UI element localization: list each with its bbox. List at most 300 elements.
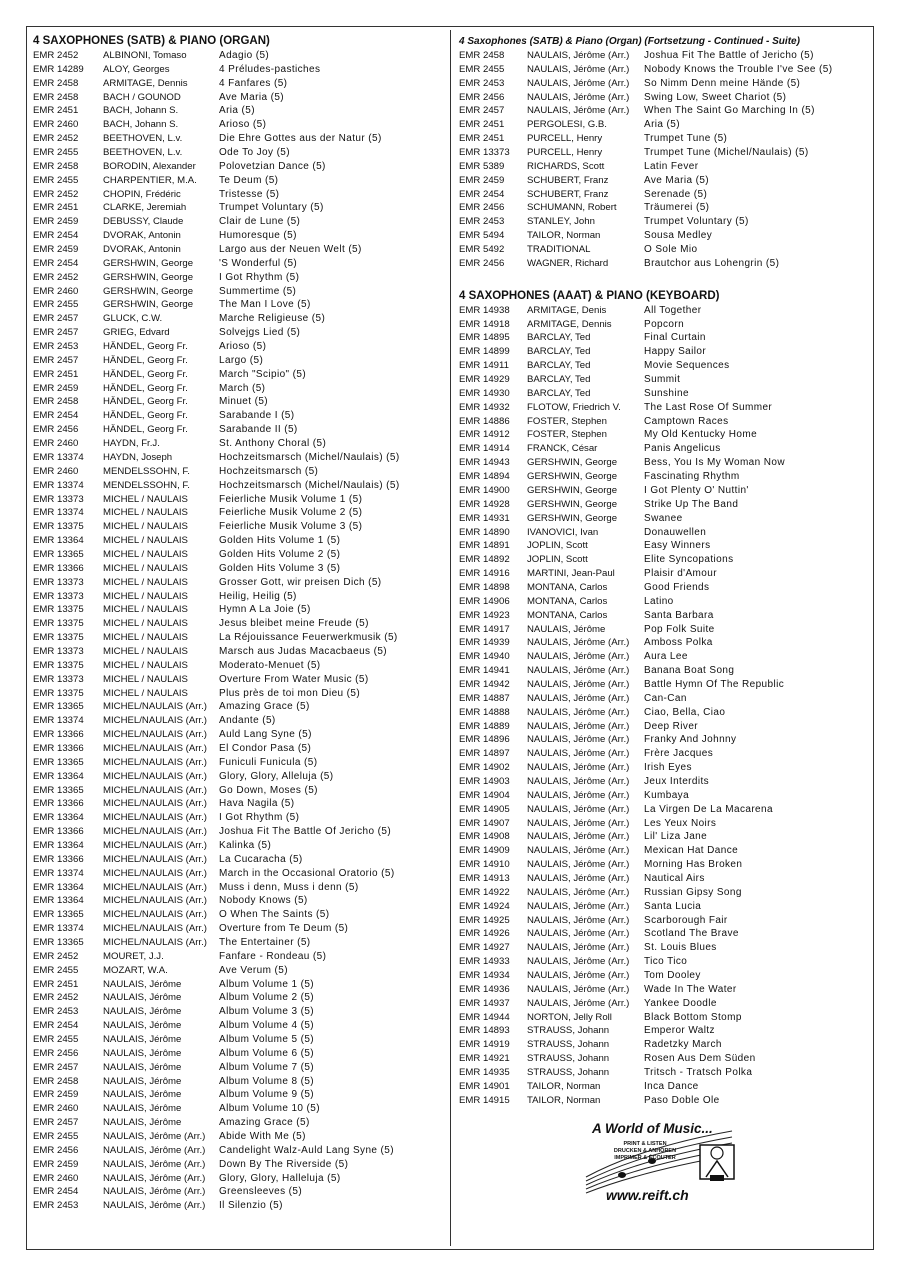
- composer: IVANOVICI, Ivan: [527, 526, 599, 538]
- catalog-number: EMR 2459: [33, 1089, 79, 1101]
- piece-title: Tom Dooley: [644, 970, 701, 981]
- catalog-number: EMR 2452: [33, 133, 79, 145]
- list-item: [459, 650, 869, 664]
- catalog-number: EMR 14923: [459, 609, 510, 621]
- catalog-number: EMR 13366: [33, 798, 84, 810]
- composer: NAULAIS, Jérôme: [103, 1117, 182, 1129]
- piece-title: El Condor Pasa (5): [219, 742, 312, 754]
- piece-title: Hochzeitsmarsch (Michel/Naulais) (5): [219, 451, 400, 463]
- piece-title: Trumpet Tune (Michel/Naulais) (5): [644, 147, 809, 159]
- composer: NAULAIS, Jérôme (Arr.): [527, 914, 630, 926]
- composer: MICHEL / NAULAIS: [103, 590, 188, 602]
- catalog-number: EMR 2455: [33, 1034, 79, 1046]
- catalog-number: EMR 13373: [33, 493, 84, 505]
- piece-title: Ave Maria (5): [644, 174, 710, 186]
- list-item: [459, 636, 869, 650]
- piece-title: The Man I Love (5): [219, 299, 311, 311]
- catalog-number: EMR 14926: [459, 928, 510, 940]
- composer: NAULAIS, Jérôme: [103, 992, 182, 1004]
- composer: MICHEL / NAULAIS: [103, 687, 188, 699]
- composer: MOURET, J.J.: [103, 950, 164, 962]
- composer: MICHEL / NAULAIS: [103, 659, 188, 671]
- catalog-number: EMR 13375: [33, 632, 84, 644]
- list-item: [33, 104, 445, 118]
- piece-title: Ciao, Bella, Ciao: [644, 706, 726, 718]
- composer: MICHEL/NAULAIS (Arr.): [103, 895, 207, 907]
- right-column: [459, 34, 869, 1108]
- catalog-number: EMR 2458: [33, 77, 79, 89]
- composer: GERSHWIN, George: [527, 457, 618, 469]
- piece-title: Abide With Me (5): [219, 1131, 306, 1143]
- composer: GRIEG, Edvard: [103, 327, 170, 339]
- list-item: [33, 728, 445, 742]
- list-item: [459, 1066, 869, 1080]
- composer: GERSHWIN, George: [527, 512, 618, 524]
- catalog-number: EMR 2457: [33, 313, 79, 325]
- piece-title: 4 Fanfares (5): [219, 77, 288, 89]
- composer: MICHEL / NAULAIS: [103, 645, 188, 657]
- piece-title: La Virgen De La Macarena: [644, 803, 773, 815]
- composer: MICHEL / NAULAIS: [103, 562, 188, 574]
- piece-title: Popcorn: [644, 318, 685, 330]
- catalog-number: EMR 2459: [33, 382, 79, 394]
- list-item: [33, 215, 445, 229]
- catalog-number: EMR 14897: [459, 748, 510, 760]
- composer: ARMITAGE, Denis: [527, 304, 607, 316]
- list-item: [459, 927, 869, 941]
- list-item: [459, 678, 869, 692]
- catalog-number: EMR 14914: [459, 443, 510, 455]
- list-item: [459, 567, 869, 581]
- list-item: [459, 1024, 869, 1038]
- composer: HAYDN, Fr.J.: [103, 438, 160, 450]
- composer: NAULAIS, Jérôme: [103, 1034, 182, 1046]
- list-item: [33, 673, 445, 687]
- piece-title: Panis Angelicus: [644, 443, 721, 455]
- composer: GERSHWIN, George: [527, 498, 618, 510]
- composer: PURCELL, Henry: [527, 133, 603, 145]
- piece-title: Morning Has Broken: [644, 859, 743, 871]
- catalog-number: EMR 2456: [33, 424, 79, 436]
- composer: NAULAIS, Jérôme (Arr.): [527, 665, 630, 677]
- list-item: [459, 595, 869, 609]
- composer: NAULAIS, Jérôme (Arr.): [527, 706, 630, 718]
- piece-title: Summertime (5): [219, 285, 297, 297]
- composer: MICHEL / NAULAIS: [103, 604, 188, 616]
- list-item: [33, 354, 445, 368]
- composer: MICHEL/NAULAIS (Arr.): [103, 701, 207, 713]
- composer: ALOY, Georges: [103, 63, 170, 75]
- catalog-number: EMR 14900: [459, 484, 510, 496]
- list-item: [459, 229, 869, 243]
- catalog-number: EMR 14936: [459, 983, 510, 995]
- list-item: [33, 340, 445, 354]
- composer: NAULAIS, Jérôme: [103, 1047, 182, 1059]
- list-item: [459, 456, 869, 470]
- catalog-number: EMR 2451: [459, 119, 505, 131]
- catalog-number: EMR 2457: [459, 105, 505, 117]
- composer: HÄNDEL, Georg Fr.: [103, 341, 188, 353]
- list-item: [33, 1047, 445, 1061]
- catalog-number: EMR 14901: [459, 1080, 510, 1092]
- catalog-number: EMR 14943: [459, 457, 510, 469]
- composer: MOZART, W.A.: [103, 964, 168, 976]
- list-item: [459, 955, 869, 969]
- piece-title: 'S Wonderful (5): [219, 257, 298, 269]
- piece-title: Trumpet Voluntary (5): [644, 216, 749, 228]
- logo-line-3: IMPRIMER & ÉCOUTER: [614, 1155, 676, 1161]
- piece-title: Aria (5): [644, 119, 680, 131]
- catalog-number: EMR 14932: [459, 401, 510, 413]
- list-item: [33, 964, 445, 978]
- composer: NAULAIS, Jérôme (Arr.): [103, 1144, 206, 1156]
- piece-title: When The Saint Go Marching In (5): [644, 105, 815, 117]
- catalog-number: EMR 13374: [33, 507, 84, 519]
- list-item: [33, 298, 445, 312]
- composer: HÄNDEL, Georg Fr.: [103, 424, 188, 436]
- list-item: [33, 756, 445, 770]
- composer: CLARKE, Jeremiah: [103, 202, 187, 214]
- composer: BEETHOVEN, L.v.: [103, 147, 183, 159]
- list-item: [459, 63, 869, 77]
- list-item: [459, 886, 869, 900]
- catalog-number: EMR 13364: [33, 839, 84, 851]
- list-item: [33, 908, 445, 922]
- piece-title: Humoresque (5): [219, 230, 297, 242]
- piece-title: Strike Up The Band: [644, 498, 739, 510]
- catalog-number: EMR 14941: [459, 665, 510, 677]
- piece-title: Swanee: [644, 512, 683, 524]
- composer: MICHEL/NAULAIS (Arr.): [103, 812, 207, 824]
- piece-title: Aura Lee: [644, 651, 688, 663]
- list-item: [33, 520, 445, 534]
- composer: NAULAIS, Jérôme (Arr.): [527, 678, 630, 690]
- catalog-number: EMR 2451: [33, 368, 79, 380]
- list-item: [33, 1061, 445, 1075]
- composer: MICHEL/NAULAIS (Arr.): [103, 798, 207, 810]
- composer: NAULAIS, Jérôme (Arr.): [103, 1131, 206, 1143]
- catalog-number: EMR 14931: [459, 512, 510, 524]
- piece-title: Album Volume 1 (5): [219, 978, 315, 990]
- composer: CHARPENTIER, M.A.: [103, 174, 197, 186]
- catalog-number: EMR 2453: [33, 1006, 79, 1018]
- piece-title: Polovetzian Dance (5): [219, 160, 326, 172]
- catalog-number: EMR 2456: [33, 1047, 79, 1059]
- list-item: [33, 493, 445, 507]
- logo-line-2: DRUCKEN & ANHÖREN: [613, 1148, 677, 1154]
- piece-title: Auld Lang Syne (5): [219, 729, 312, 741]
- list-item: [459, 442, 869, 456]
- composer: NAULAIS, Jérôme (Arr.): [527, 50, 630, 61]
- composer: BARCLAY, Ted: [527, 346, 591, 358]
- catalog-number: EMR 14908: [459, 831, 510, 843]
- piece-title: Mexican Hat Dance: [644, 845, 739, 857]
- list-item: [33, 368, 445, 382]
- composer: NAULAIS, Jérôme (Arr.): [527, 872, 630, 884]
- piece-title: Plaisir d'Amour: [644, 568, 717, 580]
- composer: NAULAIS, Jérôme (Arr.): [527, 831, 630, 843]
- list-item: [459, 304, 869, 318]
- composer: NAULAIS, Jérôme: [103, 1020, 182, 1032]
- composer: NAULAIS, Jérôme (Arr.): [527, 845, 630, 857]
- composer: GLUCK, C.W.: [103, 313, 163, 325]
- catalog-number: EMR 14903: [459, 775, 510, 787]
- list-item: [33, 603, 445, 617]
- catalog-number: EMR 2453: [33, 1200, 79, 1212]
- composer: ALBINONI, Tomaso: [103, 50, 187, 61]
- catalog-number: EMR 2456: [459, 202, 505, 214]
- catalog-number: EMR 14942: [459, 678, 510, 690]
- list-item: [459, 775, 869, 789]
- list-item: [33, 326, 445, 340]
- logo-title: A World of Music...: [592, 1121, 713, 1136]
- list-item: [33, 742, 445, 756]
- composer: TAILOR, Norman: [527, 1080, 601, 1092]
- piece-title: Camptown Races: [644, 415, 729, 427]
- list-item: [459, 257, 869, 271]
- composer: NAULAIS, Jérôme (Arr.): [527, 900, 630, 912]
- catalog-number: EMR 2453: [459, 77, 505, 89]
- composer: HÄNDEL, Georg Fr.: [103, 382, 188, 394]
- list-item: [33, 91, 445, 105]
- piece-title: St. Anthony Choral (5): [219, 438, 327, 450]
- composer: NAULAIS, Jérôme (Arr.): [527, 970, 630, 981]
- list-item: [33, 132, 445, 146]
- piece-title: March in the Occasional Oratorio (5): [219, 867, 395, 879]
- catalog-number: EMR 2455: [459, 63, 505, 75]
- list-item: [33, 1172, 445, 1186]
- composer: MICHEL/NAULAIS (Arr.): [103, 923, 207, 935]
- list-item: [33, 118, 445, 132]
- composer: PERGOLESI, G.B.: [527, 119, 607, 131]
- composer: TAILOR, Norman: [527, 230, 601, 242]
- piece-title: Hymn A La Joie (5): [219, 604, 311, 616]
- composer: NAULAIS, Jérôme (Arr.): [527, 63, 630, 75]
- composer: BORODIN, Alexander: [103, 160, 196, 172]
- composer: NAULAIS, Jérôme (Arr.): [527, 91, 630, 103]
- piece-title: Santa Lucia: [644, 900, 702, 912]
- piece-title: Feierliche Musik Volume 2 (5): [219, 507, 363, 519]
- piece-title: Hochzeitsmarsch (5): [219, 465, 319, 477]
- piece-title: Golden Hits Volume 3 (5): [219, 562, 341, 574]
- list-item: [33, 853, 445, 867]
- piece-title: Ave Verum (5): [219, 964, 288, 976]
- list-item: [33, 146, 445, 160]
- catalog-number: EMR 14892: [459, 554, 510, 566]
- list-item: [33, 562, 445, 576]
- piece-title: Aria (5): [219, 105, 255, 117]
- list-item: [33, 590, 445, 604]
- catalog-number: EMR 2452: [33, 992, 79, 1004]
- logo-url: www.reift.ch: [606, 1187, 689, 1203]
- list-item: [459, 215, 869, 229]
- list-item: [33, 922, 445, 936]
- catalog-number: EMR 14898: [459, 581, 510, 593]
- catalog-number: EMR 13374: [33, 451, 84, 463]
- catalog-number: EMR 13375: [33, 659, 84, 671]
- piece-title: Russian Gipsy Song: [644, 886, 742, 898]
- list-item: [459, 243, 869, 257]
- list-item: [33, 49, 445, 63]
- piece-title: Golden Hits Volume 1 (5): [219, 535, 341, 547]
- composer: NAULAIS, Jérôme (Arr.): [527, 692, 630, 704]
- catalog-number: EMR 13365: [33, 548, 84, 560]
- list-item: [459, 512, 869, 526]
- composer: BACH, Johann S.: [103, 105, 179, 117]
- catalog-number: EMR 2457: [33, 327, 79, 339]
- catalog-number: EMR 2458: [33, 160, 79, 172]
- composer: NAULAIS, Jérôme (Arr.): [527, 817, 630, 829]
- catalog-number: EMR 14891: [459, 540, 510, 552]
- piece-title: Emperor Waltz: [644, 1025, 715, 1037]
- list-item: [459, 664, 869, 678]
- piece-title: Amazing Grace (5): [219, 701, 310, 713]
- catalog-number: EMR 14915: [459, 1094, 510, 1106]
- composer: MARTINI, Jean-Paul: [527, 568, 615, 580]
- catalog-number: EMR 14944: [459, 1011, 510, 1023]
- composer: DVORAK, Antonin: [103, 230, 181, 242]
- list-item: [33, 229, 445, 243]
- catalog-number: EMR 14929: [459, 374, 510, 386]
- composer: MONTANA, Carlos: [527, 595, 608, 607]
- composer: MICHEL/NAULAIS (Arr.): [103, 715, 207, 727]
- piece-title: Wade In The Water: [644, 983, 737, 995]
- piece-title: The Entertainer (5): [219, 937, 311, 948]
- piece-title: Marche Religieuse (5): [219, 313, 326, 325]
- catalog-number: EMR 2459: [33, 216, 79, 228]
- catalog-number: EMR 2454: [33, 257, 79, 269]
- list-item: [33, 687, 445, 701]
- composer: NAULAIS, Jérôme: [527, 623, 606, 635]
- list-item: [33, 271, 445, 285]
- piece-title: Franky And Johnny: [644, 734, 737, 746]
- composer: BEETHOVEN, L.v.: [103, 133, 183, 145]
- list-item: [459, 720, 869, 734]
- list-item: [33, 1005, 445, 1019]
- catalog-number: EMR 14902: [459, 762, 510, 774]
- list-item: [33, 437, 445, 451]
- composer: BARCLAY, Ted: [527, 332, 591, 344]
- composer: NAULAIS, Jérôme (Arr.): [527, 859, 630, 871]
- catalog-number: EMR 14899: [459, 346, 510, 358]
- piece-title: Glory, Glory, Halleluja (5): [219, 1172, 341, 1184]
- list-item: [459, 553, 869, 567]
- catalog-number: EMR 14889: [459, 720, 510, 732]
- composer: NAULAIS, Jérôme (Arr.): [527, 762, 630, 774]
- composer: NAULAIS, Jérôme (Arr.): [527, 77, 630, 89]
- piece-title: Swing Low, Sweet Chariot (5): [644, 91, 787, 103]
- list-item: [33, 1144, 445, 1158]
- list-item: [459, 1094, 869, 1108]
- composer: MICHEL / NAULAIS: [103, 632, 188, 644]
- composer: ARMITAGE, Dennis: [527, 318, 612, 330]
- catalog-number: EMR 14924: [459, 900, 510, 912]
- section-title-continued: 4 Saxophones (SATB) & Piano (Organ) (Fortsetzung - Continued - Suite): [459, 36, 800, 47]
- list-item: [33, 312, 445, 326]
- piece-title: Black Bottom Stomp: [644, 1011, 742, 1023]
- composer: MONTANA, Carlos: [527, 581, 608, 593]
- catalog-number: EMR 14910: [459, 859, 510, 871]
- list-item: [459, 498, 869, 512]
- list-item: [33, 1130, 445, 1144]
- piece-title: Pop Folk Suite: [644, 623, 715, 635]
- catalog-number: EMR 2452: [33, 950, 79, 962]
- composer: NAULAIS, Jérôme (Arr.): [527, 748, 630, 760]
- composer: FOSTER, Stephen: [527, 415, 607, 427]
- catalog-number: EMR 2451: [33, 978, 79, 990]
- catalog-number: EMR 2459: [33, 244, 79, 256]
- catalog-number: EMR 2458: [459, 50, 505, 61]
- piece-title: Album Volume 4 (5): [219, 1020, 315, 1032]
- satb-continued-list: [459, 49, 869, 271]
- catalog-number: EMR 14894: [459, 471, 510, 483]
- list-item: [33, 506, 445, 520]
- catalog-number: EMR 2460: [33, 1172, 79, 1184]
- catalog-number: EMR 13364: [33, 881, 84, 893]
- composer: HÄNDEL, Georg Fr.: [103, 368, 188, 380]
- list-item: [33, 1075, 445, 1089]
- piece-title: Deep River: [644, 720, 699, 732]
- catalog-number: EMR 14893: [459, 1025, 510, 1037]
- catalog-number: EMR 5494: [459, 230, 505, 242]
- composer: NAULAIS, Jérôme (Arr.): [527, 789, 630, 801]
- piece-title: Grosser Gott, wir preisen Dich (5): [219, 576, 382, 588]
- catalog-number: EMR 2454: [33, 230, 79, 242]
- catalog-number: EMR 13364: [33, 770, 84, 782]
- composer: MICHEL/NAULAIS (Arr.): [103, 853, 207, 865]
- catalog-number: EMR 2454: [459, 188, 505, 200]
- composer: MICHEL/NAULAIS (Arr.): [103, 839, 207, 851]
- reift-logo: [582, 1117, 750, 1207]
- piece-title: Largo (5): [219, 354, 264, 366]
- composer: NAULAIS, Jérôme (Arr.): [527, 997, 630, 1009]
- composer: BACH, Johann S.: [103, 119, 179, 131]
- logo-line-1: PRINT & LISTEN: [623, 1141, 667, 1147]
- list-item: [33, 77, 445, 91]
- composer: MICHEL / NAULAIS: [103, 673, 188, 685]
- composer: NAULAIS, Jérôme (Arr.): [527, 886, 630, 898]
- piece-title: O When The Saints (5): [219, 909, 330, 921]
- piece-title: Rosen Aus Dem Süden: [644, 1053, 756, 1065]
- aaat-list: [459, 304, 869, 1108]
- catalog-number: EMR 13366: [33, 562, 84, 574]
- composer: HÄNDEL, Georg Fr.: [103, 396, 188, 408]
- piece-title: Sarabande I (5): [219, 410, 295, 422]
- list-item: [459, 387, 869, 401]
- catalog-number: EMR 13364: [33, 895, 84, 907]
- list-item: [459, 160, 869, 174]
- catalog-number: EMR 2458: [33, 396, 79, 408]
- list-item: [459, 118, 869, 132]
- list-item: [33, 978, 445, 992]
- piece-title: Frère Jacques: [644, 748, 714, 760]
- catalog-number: EMR 14938: [459, 304, 510, 316]
- list-item: [33, 285, 445, 299]
- composer: NAULAIS, Jérôme (Arr.): [527, 105, 630, 117]
- composer: NAULAIS, Jérôme (Arr.): [527, 956, 630, 968]
- composer: MONTANA, Carlos: [527, 609, 608, 621]
- piece-title: Fanfare - Rondeau (5): [219, 950, 327, 962]
- catalog-number: EMR 14907: [459, 817, 510, 829]
- catalog-number: EMR 13374: [33, 923, 84, 935]
- piece-title: Nautical Airs: [644, 872, 705, 884]
- piece-title: Album Volume 5 (5): [219, 1034, 315, 1046]
- piece-title: Tristesse (5): [219, 188, 280, 200]
- composer: NAULAIS, Jérôme (Arr.): [527, 720, 630, 732]
- list-item: [33, 659, 445, 673]
- satb-list: [33, 49, 445, 1213]
- catalog-number: EMR 2456: [33, 1144, 79, 1156]
